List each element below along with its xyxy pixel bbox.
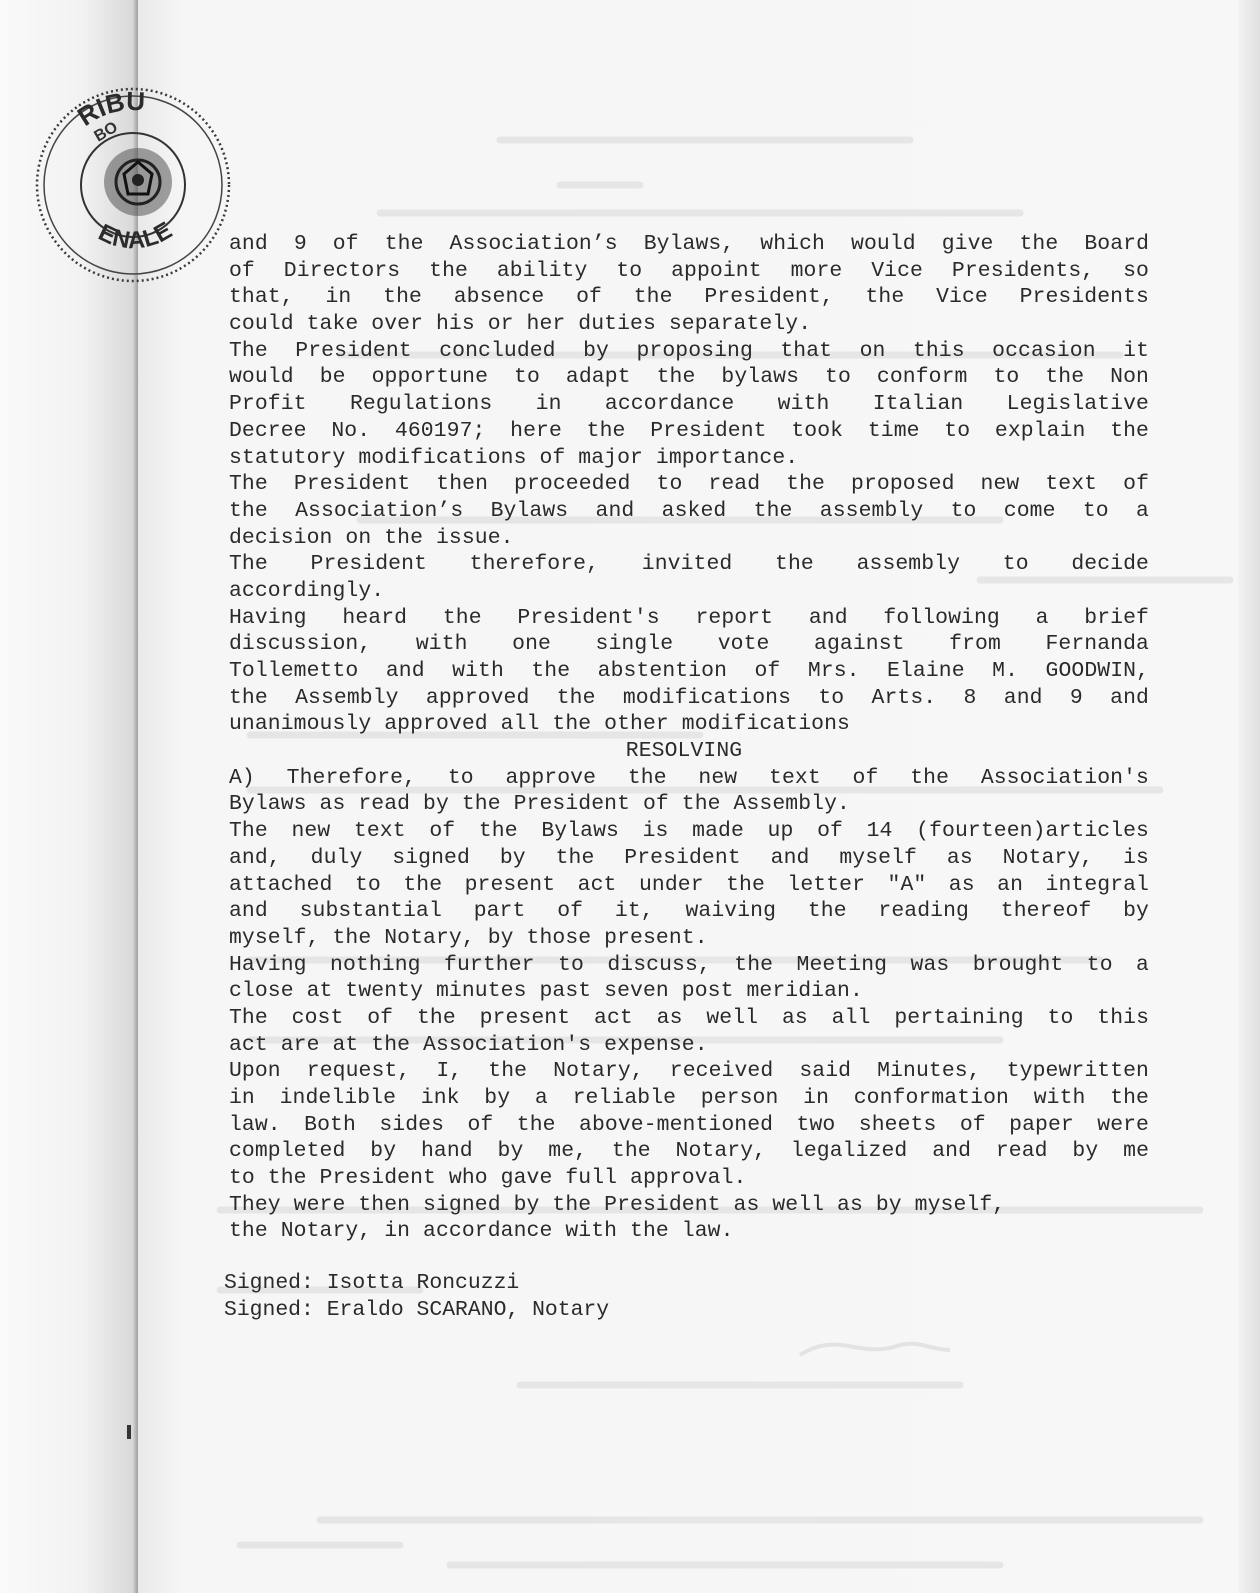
document-line: accordingly. [229, 578, 385, 603]
document-line: law. Both sides of the above-mentioned two sheets of paper were [229, 1112, 1149, 1137]
signature-line: Signed: Eraldo SCARANO, Notary [224, 1298, 610, 1322]
document-line: myself, the Notary, by those present. [229, 925, 708, 950]
document-line: to the President who gave full approval. [229, 1166, 747, 1191]
stamp-bottom-text: ENALE [94, 216, 177, 255]
document-line: Having nothing further to discuss, the Meeting was brought to a [229, 952, 1149, 977]
document-line: the Association’s Bylaws and asked the assembly to come to a [229, 498, 1149, 523]
document-line: Bylaws as read by the President of the Assembly. [229, 792, 850, 817]
document-line: The President concluded by proposing that on this occasion it [229, 338, 1149, 363]
document-line: Decree No. 460197; here the President took time to explain the [229, 418, 1149, 443]
page-right-edge [1238, 0, 1260, 1593]
binding-mark [127, 1425, 131, 1439]
document-line: A) Therefore, to approve the new text of the Association's [229, 765, 1149, 790]
document-line: statutory modifications of major importance. [229, 445, 799, 470]
signature-line: Signed: Isotta Roncuzzi [224, 1271, 520, 1295]
document-line: act are at the Association's expense. [229, 1032, 708, 1057]
document-line: discussion, with one single vote against from Fernanda [229, 632, 1149, 657]
document-line: The cost of the present act as well as all pertaining to this [229, 1005, 1149, 1030]
document-line: attached to the present act under the letter "A" as an integral [229, 872, 1149, 897]
document-line: The President therefore, invited the assembly to decide [229, 552, 1149, 577]
stamp-top-text: RIBU [72, 85, 146, 132]
document-line: decision on the issue. [229, 525, 514, 550]
document-line: Having heard the President's report and following a brief [229, 605, 1149, 630]
document-line: unanimously approved all the other modifications [229, 712, 850, 737]
document-line: completed by hand by me, the Notary, legalized and read by me [229, 1139, 1149, 1164]
court-stamp-seal [28, 80, 238, 290]
document-line: could take over his or her duties separately. [229, 312, 812, 337]
document-line: Profit Regulations in accordance with Italian Legislative [229, 392, 1149, 417]
document-line: that, in the absence of the President, the Vice Presidents [229, 285, 1149, 310]
document-line: in indelible ink by a reliable person in conformation with the [229, 1086, 1149, 1110]
document-line: They were then signed by the President as well as by myself, [229, 1192, 1006, 1217]
signature-block [224, 1270, 609, 1324]
document-line: of Directors the ability to appoint more Vice Presidents, so [229, 258, 1149, 283]
svg-text:ENALE [94, 217, 177, 255]
document-line: the Assembly approved the modifications to Arts. 8 and 9 and [229, 685, 1149, 710]
document-line: the Notary, in accordance with the law. [229, 1219, 734, 1244]
document-line: close at twenty minutes past seven post meridian. [229, 979, 863, 1004]
document-line: and substantial part of it, waiving the reading thereof by [229, 899, 1149, 924]
document-line: Tollemetto and with the abstention of Mrs. Elaine M. GOODWIN, [229, 659, 1149, 683]
document-line: The new text of the Bylaws is made up of 14 (fourteen)articles [229, 819, 1149, 844]
section-heading-resolving: RESOLVING [625, 739, 743, 764]
document-line: would be opportune to adapt the bylaws to conform to the Non [229, 365, 1149, 390]
document-line: The President then proceeded to read the proposed new text of [229, 472, 1149, 497]
document-line: and, duly signed by the President and myself as Notary, is [229, 845, 1149, 870]
document-line: Upon request, I, the Notary, received said Minutes, typewritten [229, 1059, 1149, 1084]
stamp-left-text: BO [91, 118, 121, 146]
document-line: and 9 of the Association’s Bylaws, which would give the Board [229, 232, 1149, 256]
minutes-body-text [229, 231, 1149, 1245]
